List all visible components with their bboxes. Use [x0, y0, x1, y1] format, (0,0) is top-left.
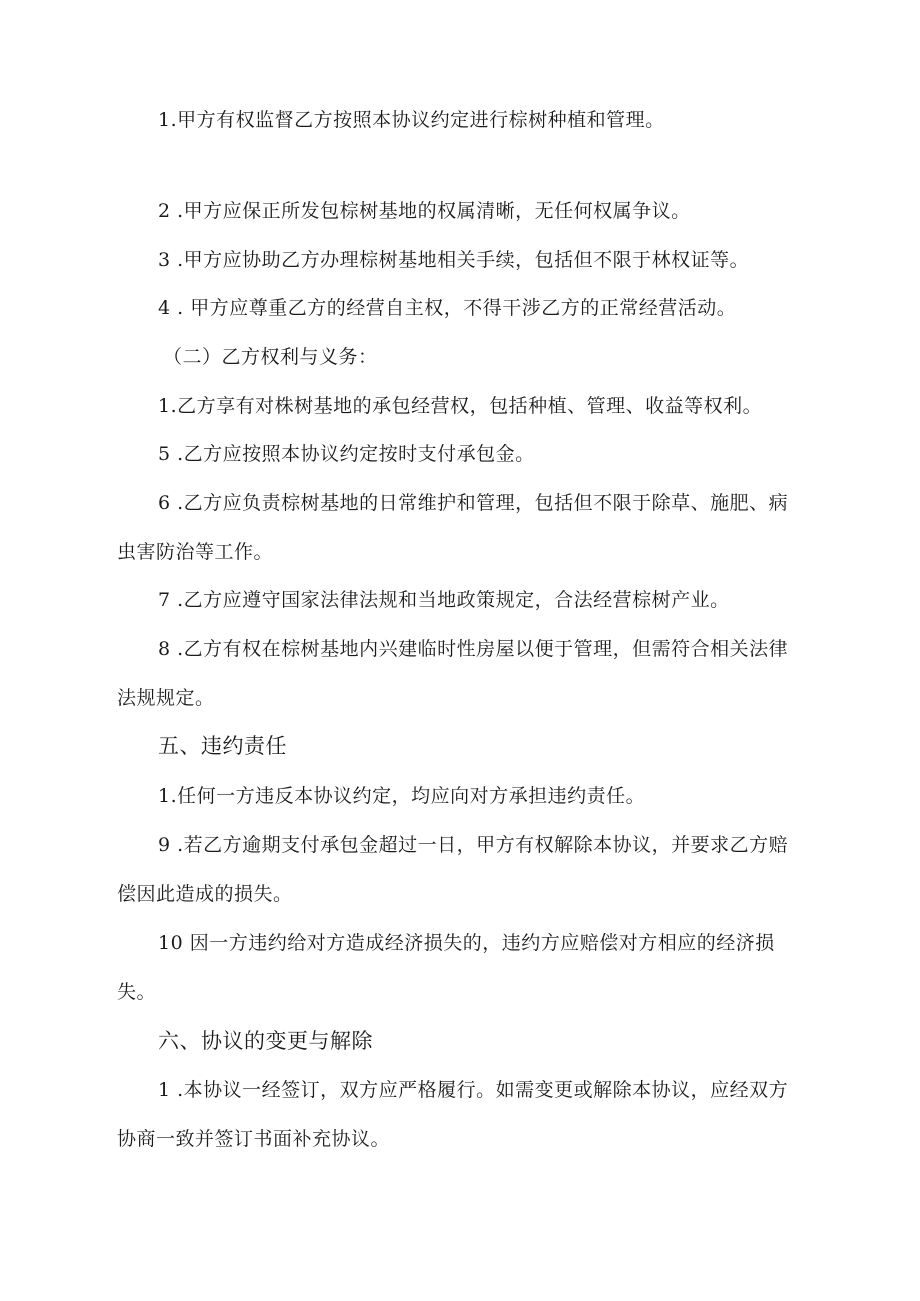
clause-text: 9 .若乙方逾期支付承包金超过一日，甲方有权解除本协议，并要求乙方赔: [158, 834, 789, 856]
clause-text-continued: 法规规定。: [117, 687, 215, 709]
clause-text: 8 .乙方有权在棕树基地内兴建临时性房屋以便于管理，但需符合相关法律: [158, 638, 789, 660]
clause-text-continued: 偿因此造成的损失。: [117, 883, 293, 905]
clause-text: 1.甲方有权监督乙方按照本协议约定进行棕树种植和管理。: [158, 109, 665, 131]
section-heading: 六、协议的变更与解除: [158, 1029, 373, 1053]
clause-text-continued: 虫害防治等工作。: [117, 541, 274, 563]
clause-text: 1 .本协议一经签订，双方应严格履行。如需变更或解除本协议，应经双方: [158, 1079, 789, 1101]
clause-text: 7 .乙方应遵守国家法律法规和当地政策规定，合法经营棕树产业。: [158, 589, 730, 611]
subsection-heading: （二）乙方权利与义务：: [163, 346, 378, 368]
clause-text-continued: 协商一致并签订书面补充协议。: [117, 1128, 391, 1150]
clause-text-continued: 失。: [117, 981, 157, 1003]
clause-text: 2 .甲方应保正所发包棕树基地的权属清晰，无任何权属争议。: [158, 200, 691, 222]
clause-text: 5 .乙方应按照本协议约定按时支付承包金。: [158, 443, 535, 465]
clause-text: 3 .甲方应协助乙方办理棕树基地相关手续，包括但不限于林权证等。: [158, 249, 750, 271]
clause-text: 4 . 甲方应尊重乙方的经营自主权，不得干涉乙方的正常经营活动。: [158, 297, 737, 319]
clause-text: 1.任何一方违反本协议约定，均应向对方承担违约责任。: [158, 785, 646, 807]
clause-text: 1.乙方享有对株树基地的承包经营权，包括种植、管理、收益等权利。: [158, 395, 763, 417]
section-heading: 五、违约责任: [158, 734, 287, 758]
clause-text: 10 因一方违约给对方造成经济损失的，违约方应赔偿对方相应的经济损: [158, 932, 775, 954]
clause-text: 6 .乙方应负责棕树基地的日常维护和管理，包括但不限于除草、施肥、病: [158, 492, 789, 514]
